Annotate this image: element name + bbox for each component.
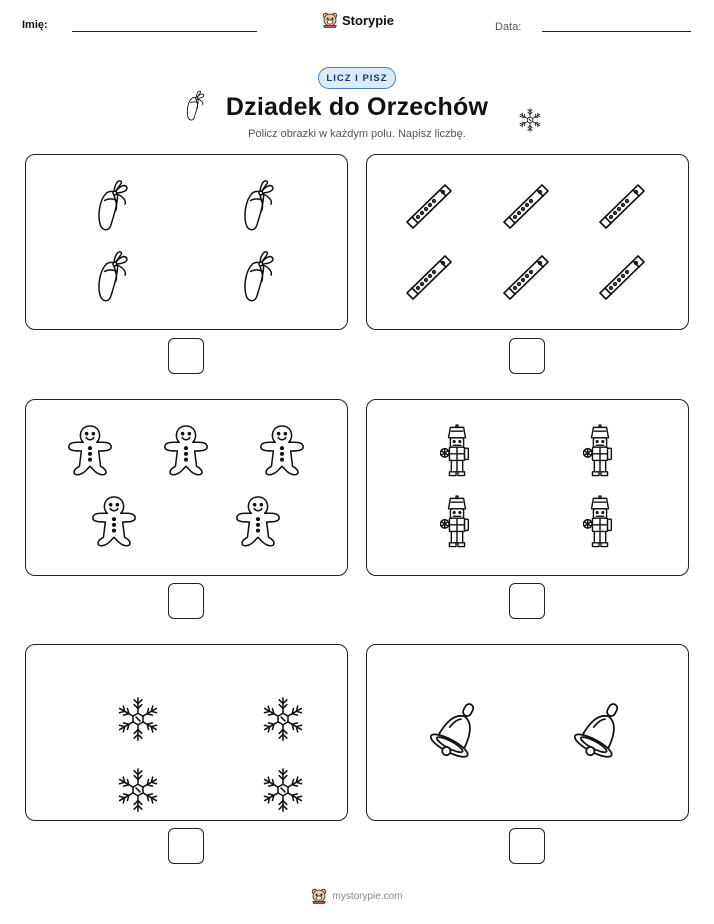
page-title: Dziadek do Orzechów — [225, 93, 489, 121]
gingerbread-man-icon — [90, 495, 138, 547]
brand-name: Storypie — [342, 12, 395, 28]
count-panel-slippers — [25, 154, 348, 330]
instructions: Policz obrazki w każdym polu. Napisz liczbę. — [248, 128, 466, 140]
nutcracker-icon — [440, 495, 474, 549]
date-label: Data: — [495, 21, 522, 33]
flute-icon — [502, 180, 552, 230]
flute-icon — [598, 251, 648, 301]
answer-box[interactable] — [509, 828, 545, 864]
answer-box[interactable] — [168, 583, 204, 619]
bear-icon — [311, 888, 327, 904]
snowflake-icon — [90, 742, 138, 790]
activity-tag: LICZ I PISZ — [318, 67, 396, 89]
ballet-slipper-icon — [239, 251, 277, 303]
answer-box[interactable] — [509, 338, 545, 374]
flute-icon — [598, 180, 648, 230]
flute-icon — [502, 251, 552, 301]
ballet-slipper-icon — [93, 251, 131, 303]
bell-icon — [572, 700, 630, 762]
snowflake-icon — [504, 94, 530, 120]
nutcracker-icon — [440, 424, 474, 478]
flute-icon — [405, 180, 455, 230]
count-panel-snowflakes — [25, 644, 348, 821]
count-panel-bells — [366, 644, 689, 821]
date-line[interactable] — [542, 31, 691, 32]
brand-logo — [322, 12, 394, 28]
footer — [0, 888, 714, 904]
ballet-slipper-icon — [239, 180, 277, 232]
bear-icon — [322, 12, 338, 28]
snowflake-icon — [235, 742, 283, 790]
answer-box[interactable] — [509, 583, 545, 619]
flute-icon — [405, 251, 455, 301]
name-line[interactable] — [72, 31, 257, 32]
ballet-slipper-icon — [93, 180, 131, 232]
gingerbread-man-icon — [66, 424, 114, 476]
snowflake-icon — [235, 671, 283, 719]
name-label: Imię: — [22, 19, 48, 31]
count-panel-nutcrackers — [366, 399, 689, 576]
footer-url[interactable]: mystorypie.com — [332, 890, 403, 902]
gingerbread-man-icon — [258, 424, 306, 476]
nutcracker-icon — [583, 495, 617, 549]
gingerbread-man-icon — [234, 495, 282, 547]
snowflake-icon — [90, 671, 138, 719]
nutcracker-icon — [583, 424, 617, 478]
bell-icon — [428, 700, 486, 762]
answer-box[interactable] — [168, 338, 204, 374]
gingerbread-man-icon — [162, 424, 210, 476]
answer-box[interactable] — [168, 828, 204, 864]
